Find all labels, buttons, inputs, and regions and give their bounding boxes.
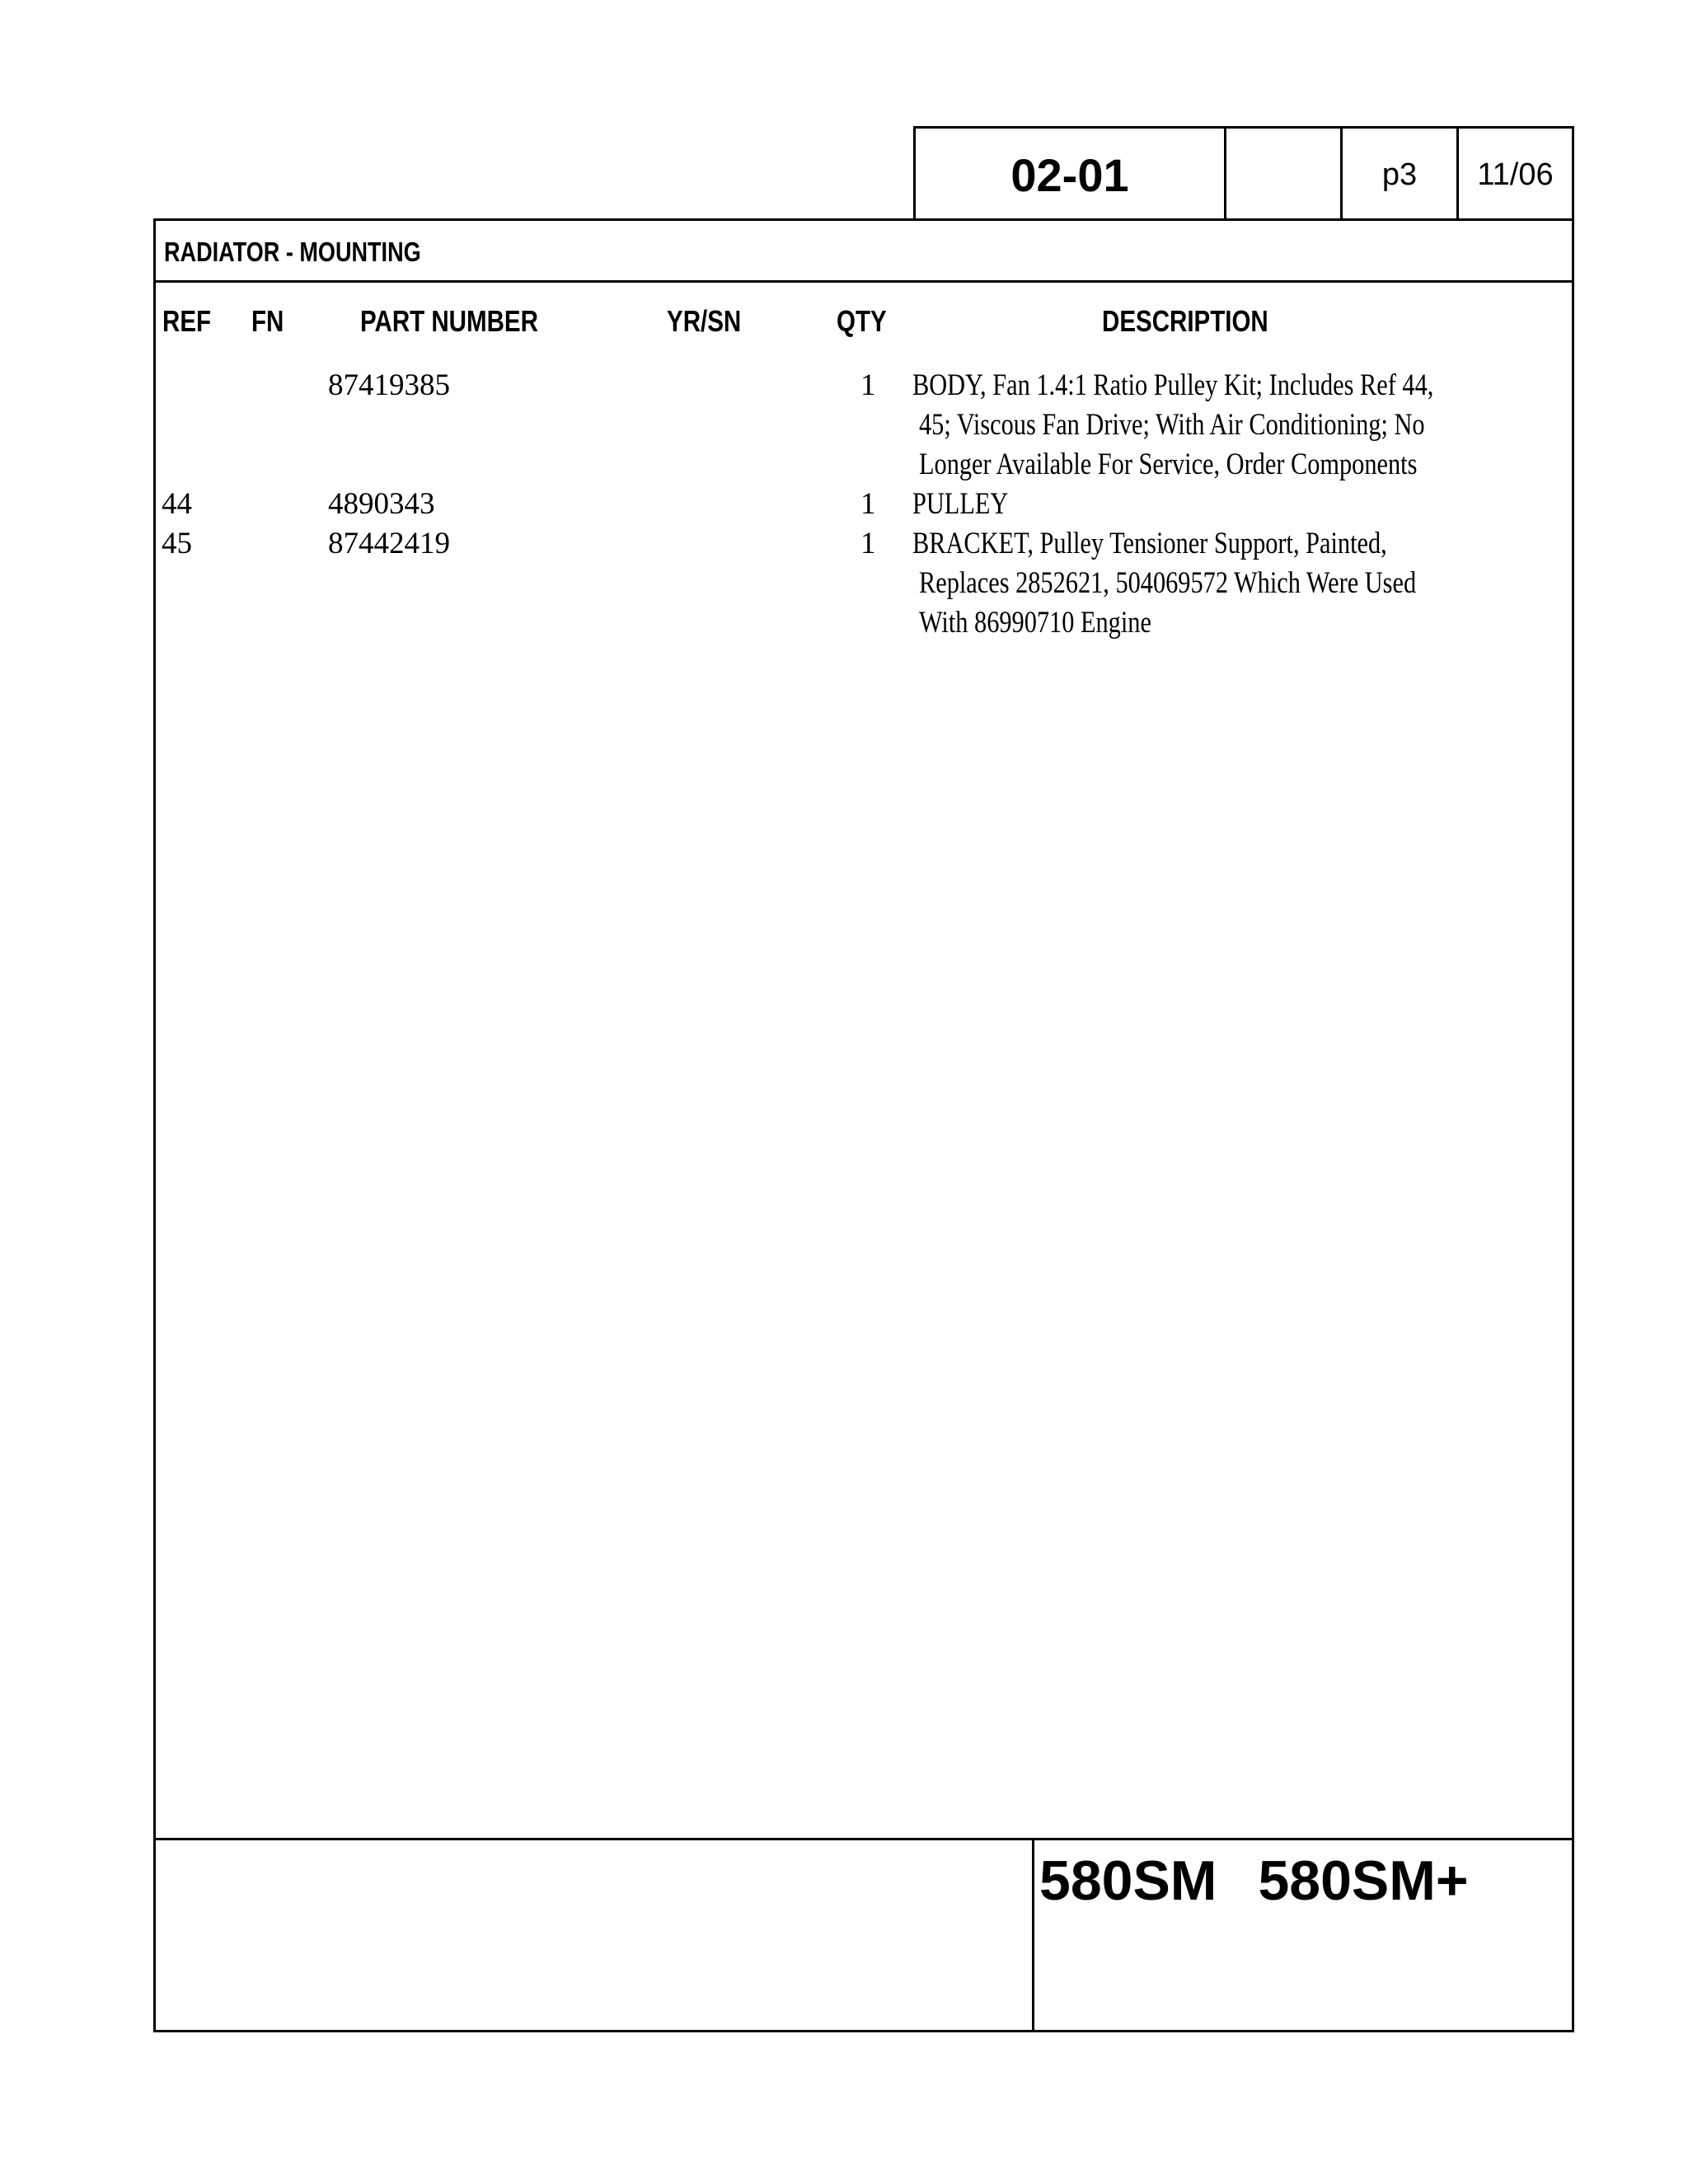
description-line: Longer Available For Service, Order Components (919, 448, 1418, 481)
column-header-part-number: PART NUMBER (360, 304, 538, 338)
model-list (1039, 1849, 1510, 1913)
description-line: 45; Viscous Fan Drive; With Air Conditioning; No (919, 408, 1425, 442)
footer-block (153, 1838, 1574, 2032)
row-qty: 1 (860, 487, 876, 521)
row-part-number: 87419385 (328, 368, 450, 402)
parts-table-body (153, 358, 1574, 1843)
row-part-number: 4890343 (328, 487, 435, 521)
row-description (912, 485, 1029, 524)
description-line: Replaces 2852621, 504069572 Which Were Used (919, 566, 1417, 600)
column-header-fn: FN (251, 304, 284, 338)
row-description (912, 366, 1548, 485)
description-line: BRACKET, Pulley Tensioner Support, Painted, (912, 527, 1387, 560)
section-number: 02-01 (916, 129, 1226, 221)
column-header-qty: QTY (837, 304, 887, 338)
page-number: p3 (1343, 129, 1459, 221)
page-title: RADIATOR - MOUNTING (164, 237, 421, 267)
column-header-description: DESCRIPTION (1102, 304, 1268, 338)
column-header-row (153, 280, 1574, 360)
row-part-number: 87442419 (328, 527, 450, 560)
model-name: 580SM (1039, 1849, 1217, 1912)
title-row (153, 218, 1574, 283)
row-description (912, 524, 1526, 643)
description-line: BODY, Fan 1.4:1 Ratio Pulley Kit; Includes Ref 44, (912, 368, 1434, 402)
row-ref: 45 (162, 527, 192, 560)
description-line: With 86990710 Engine (919, 606, 1151, 640)
footer-divider (1032, 1840, 1034, 2030)
description-line: PULLEY (912, 487, 1009, 521)
column-header-yr-sn: YR/SN (667, 304, 742, 338)
revision-date: 11/06 (1477, 157, 1554, 192)
row-qty: 1 (860, 368, 876, 402)
row-qty: 1 (860, 527, 876, 560)
model-name: 580SM+ (1258, 1849, 1469, 1912)
row-ref: 44 (162, 487, 192, 521)
section-header (913, 126, 1574, 221)
column-header-ref: REF (162, 304, 212, 338)
header-blank-cell (1226, 129, 1343, 221)
